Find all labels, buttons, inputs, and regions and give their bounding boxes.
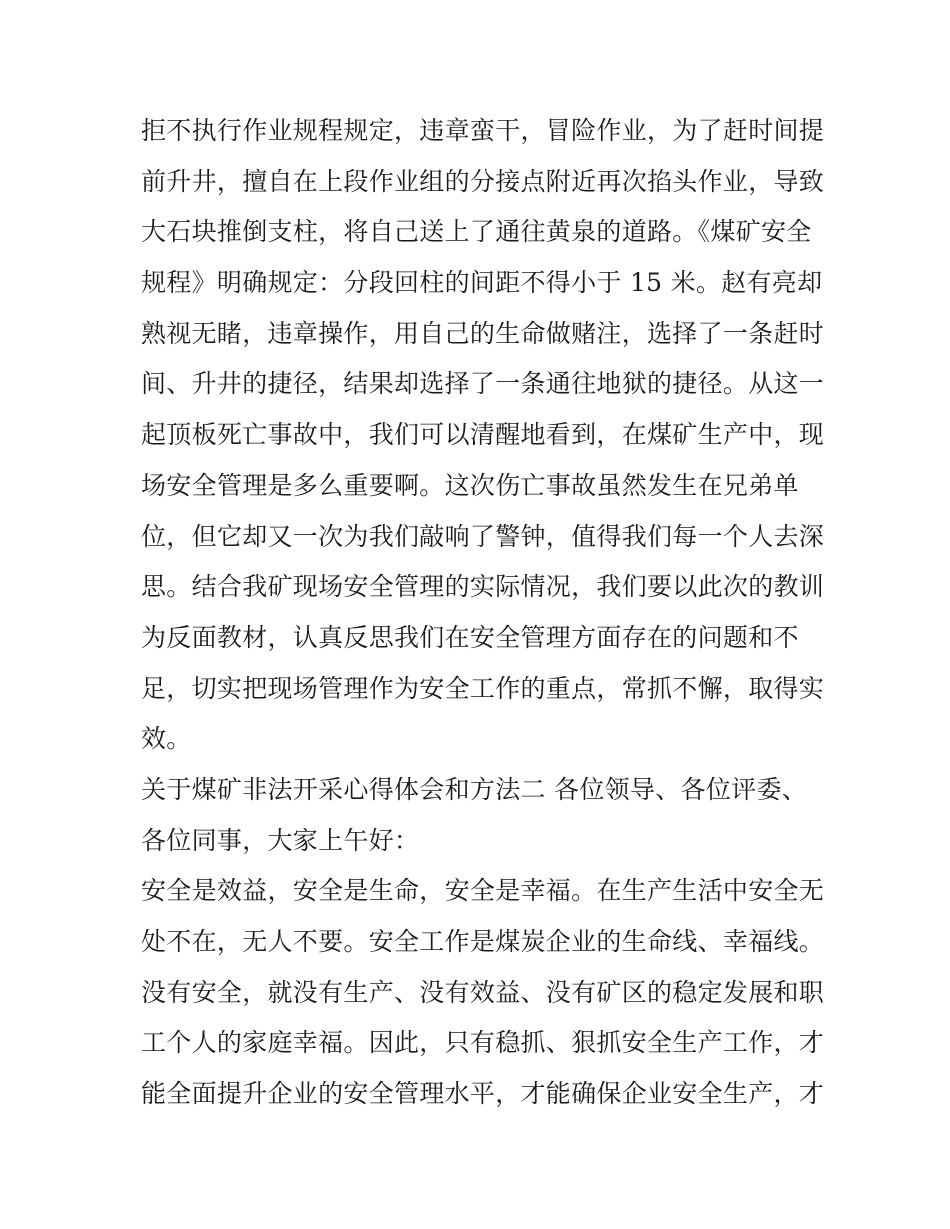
text-line: 位，但它却又一次为我们敲响了警钟，值得我们每一个人去深 — [141, 521, 825, 551]
text-line: 足，切实把现场管理作为安全工作的重点，常抓不懈，取得实 — [141, 673, 825, 703]
text-line: 处不在，无人不要。安全工作是煤炭企业的生命线、幸福线。 — [141, 927, 825, 956]
text-line: 熟视无睹，违章操作，用自己的生命做赌注，选择了一条赶时 — [141, 318, 825, 348]
text-line: 没有安全，就没有生产、没有效益、没有矿区的稳定发展和职 — [141, 977, 825, 1007]
text-line: 拒不执行作业规程规定，违章蛮干，冒险作业，为了赶时间提 — [141, 116, 825, 145]
text-line: 思。结合我矿现场安全管理的实际情况，我们要以此次的教训 — [141, 572, 825, 602]
text-line: 大石块推倒支柱，将自己送上了通往黄泉的道路。《煤矿安全 — [141, 217, 812, 247]
text-line: 为反面教材，认真反思我们在安全管理方面存在的问题和不 — [141, 622, 799, 652]
text-line: 前升井，擅自在上段作业组的分接点附近再次掐头作业，导致 — [141, 166, 825, 196]
text-line: 起顶板死亡事故中，我们可以清醒地看到，在煤矿生产中，现 — [141, 420, 825, 450]
section-heading-line: 关于煤矿非法开采心得体会和方法二 各位领导、各位评委、 — [141, 774, 808, 804]
text-line: 能全面提升企业的安全管理水平，才能确保企业安全生产，才 — [141, 1079, 825, 1109]
text-line: 间、升井的捷径，结果却选择了一条通往地狱的捷径。从这一 — [141, 369, 825, 399]
text-line: 效。 — [141, 724, 192, 754]
body-text — [141, 106, 825, 1120]
text-line: 工个人的家庭幸福。因此，只有稳抓、狠抓安全生产工作，才 — [141, 1028, 825, 1058]
greeting-line: 各位同事，大家上午好： — [141, 825, 420, 855]
text-line: 规程》明确规定：分段回柱的间距不得小于 15 米。赵有亮却 — [141, 268, 823, 298]
text-line: 场安全管理是多么重要啊。这次伤亡事故虽然发生在兄弟单 — [141, 470, 799, 500]
text-line: 安全是效益，安全是生命，安全是幸福。在生产生活中安全无 — [141, 876, 825, 906]
